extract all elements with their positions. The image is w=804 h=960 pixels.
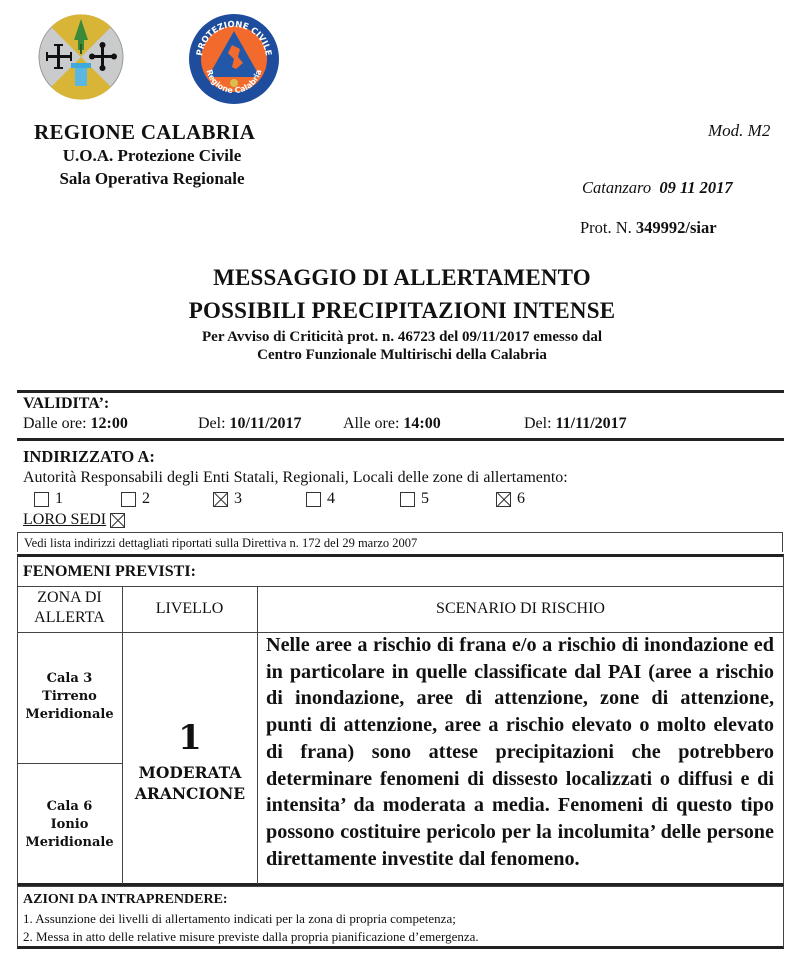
to-time: 14:00 bbox=[403, 415, 441, 432]
checkbox-label: 1 bbox=[55, 490, 63, 507]
directive-note: Vedi lista indirizzi dettagliati riportati sulla Direttiva n. 172 del 29 marzo 2007 bbox=[17, 532, 783, 552]
zone-name: Cala 3 bbox=[46, 671, 93, 686]
column-header-scenario: SCENARIO DI RISCHIO bbox=[436, 600, 605, 617]
validity-start-date bbox=[198, 415, 302, 433]
protocol-number bbox=[580, 218, 717, 238]
protocol-value: 349992/siar bbox=[635, 218, 717, 237]
alert-level-name bbox=[123, 762, 257, 804]
regione-calabria-logo-icon bbox=[38, 14, 124, 100]
document-subject: POSSIBILI PRECIPITAZIONI INTENSE bbox=[188, 298, 616, 323]
zone-area: Tirreno bbox=[42, 689, 97, 704]
to-date-label: Del: bbox=[524, 415, 552, 432]
checkbox-label: 3 bbox=[234, 490, 242, 507]
zone-cell-cala6 bbox=[17, 798, 122, 852]
column-header-livello: LIVELLO bbox=[155, 600, 224, 617]
checkbox-6[interactable] bbox=[496, 492, 511, 507]
risk-scenario-text: Nelle aree a rischio di frana e/o a rischio di inondazione ed in particolare in quelle classificate dal PAI (aree a rischio di inondazione, aree di attenzione, zone di attenzione, punti di attenzione, aree a rischio elevato o molto elevato di frana) sono attese precipitazioni che potrebbero determinare fenomeni di dissesto localizzati o diffusi e di intensita’ da moderata a media. Fenomeni di questo tipo possono costituire pericolo per la incolumita’ delle persone direttamente investite dal fenomeno. bbox=[266, 634, 774, 870]
checkbox-2[interactable] bbox=[121, 492, 136, 507]
zone-checkbox-5[interactable] bbox=[400, 490, 429, 508]
document-reference-line1: Per Avviso di Criticità prot. n. 46723 del 09/11/2017 emesso dal bbox=[202, 329, 602, 345]
protocol-label: Prot. N. bbox=[580, 218, 632, 237]
from-time: 12:00 bbox=[90, 415, 128, 432]
column-header-zona-line1: ZONA DI bbox=[37, 589, 102, 606]
azione-item: 1. Assunzione dei livelli di allertamento indicati per la zona di propria competenza; bbox=[23, 911, 456, 926]
place-date bbox=[582, 178, 733, 198]
checkbox-5[interactable] bbox=[400, 492, 415, 507]
azione-item: 2. Messa in atto delle relative misure previste dalla propria pianificazione d’emergenza. bbox=[23, 929, 479, 944]
zone-name: Cala 6 bbox=[46, 799, 93, 814]
checkbox-1[interactable] bbox=[34, 492, 49, 507]
alert-level-number: 1 bbox=[178, 718, 202, 758]
zone-checkbox-4[interactable] bbox=[306, 490, 335, 508]
indirizzato-heading: INDIRIZZATO A: bbox=[23, 447, 155, 466]
to-label: Alle ore: bbox=[343, 415, 400, 432]
alert-level-name-line1: MODERATA bbox=[138, 763, 242, 782]
checkbox-label: 5 bbox=[421, 490, 429, 507]
zone-area: Ionio bbox=[50, 817, 89, 832]
alert-level-name-line2: ARANCIONE bbox=[134, 784, 246, 803]
zone-checkbox-6[interactable] bbox=[496, 490, 525, 508]
zone-checkbox-1[interactable] bbox=[34, 490, 63, 508]
org-unit: U.O.A. Protezione Civile bbox=[62, 146, 242, 165]
validity-end-time bbox=[343, 415, 441, 433]
checkbox-3[interactable] bbox=[213, 492, 228, 507]
document-date: 09 11 2017 bbox=[659, 178, 733, 197]
azioni-heading: AZIONI DA INTRAPRENDERE: bbox=[23, 892, 228, 907]
city: Catanzaro bbox=[582, 178, 652, 197]
column-header-zona bbox=[17, 588, 122, 628]
org-name: REGIONE CALABRIA bbox=[34, 120, 256, 144]
validita-heading: VALIDITA’: bbox=[23, 395, 110, 412]
validity-start-time bbox=[23, 415, 128, 433]
from-label: Dalle ore: bbox=[23, 415, 87, 432]
table-line bbox=[17, 586, 784, 587]
divider bbox=[17, 390, 784, 393]
checkbox-label: 6 bbox=[517, 490, 525, 507]
zone-direction: Meridionale bbox=[25, 707, 114, 722]
zone-checkbox-3[interactable] bbox=[213, 490, 242, 508]
table-line bbox=[257, 586, 258, 884]
recipients-description: Autorità Responsabili degli Enti Statali, Regionali, Locali delle zone di allertamento: bbox=[23, 469, 568, 486]
svg-text:Regione Calabria: Regione Calabria bbox=[204, 68, 264, 96]
to-date: 11/11/2017 bbox=[555, 415, 627, 432]
fenomeni-heading: FENOMENI PREVISTI: bbox=[23, 563, 196, 580]
validity-end-date bbox=[524, 415, 627, 433]
loro-sedi[interactable] bbox=[23, 511, 131, 529]
zone-cell-cala3 bbox=[17, 670, 122, 724]
svg-text:PROTEZIONE CIVILE: PROTEZIONE CIVILE bbox=[195, 19, 273, 57]
from-date-label: Del: bbox=[198, 415, 226, 432]
document-reference-line2: Centro Funzionale Multirischi della Calabria bbox=[257, 347, 547, 363]
checkbox-label: 2 bbox=[142, 490, 150, 507]
from-date: 10/11/2017 bbox=[229, 415, 302, 432]
table-line bbox=[17, 763, 122, 764]
loro-sedi-checkbox[interactable] bbox=[110, 513, 125, 528]
checkbox-label: 4 bbox=[327, 490, 335, 507]
model-code: Mod. M2 bbox=[708, 121, 771, 140]
zone-direction: Meridionale bbox=[25, 835, 114, 850]
checkbox-4[interactable] bbox=[306, 492, 321, 507]
column-header-zona-line2: ALLERTA bbox=[34, 609, 105, 626]
loro-sedi-label: LORO SEDI bbox=[23, 511, 107, 528]
org-office: Sala Operativa Regionale bbox=[59, 169, 245, 188]
zone-checkbox-2[interactable] bbox=[121, 490, 150, 508]
protezione-civile-logo-icon bbox=[188, 13, 280, 105]
document-title: MESSAGGIO DI ALLERTAMENTO bbox=[213, 265, 591, 290]
divider bbox=[17, 438, 784, 441]
